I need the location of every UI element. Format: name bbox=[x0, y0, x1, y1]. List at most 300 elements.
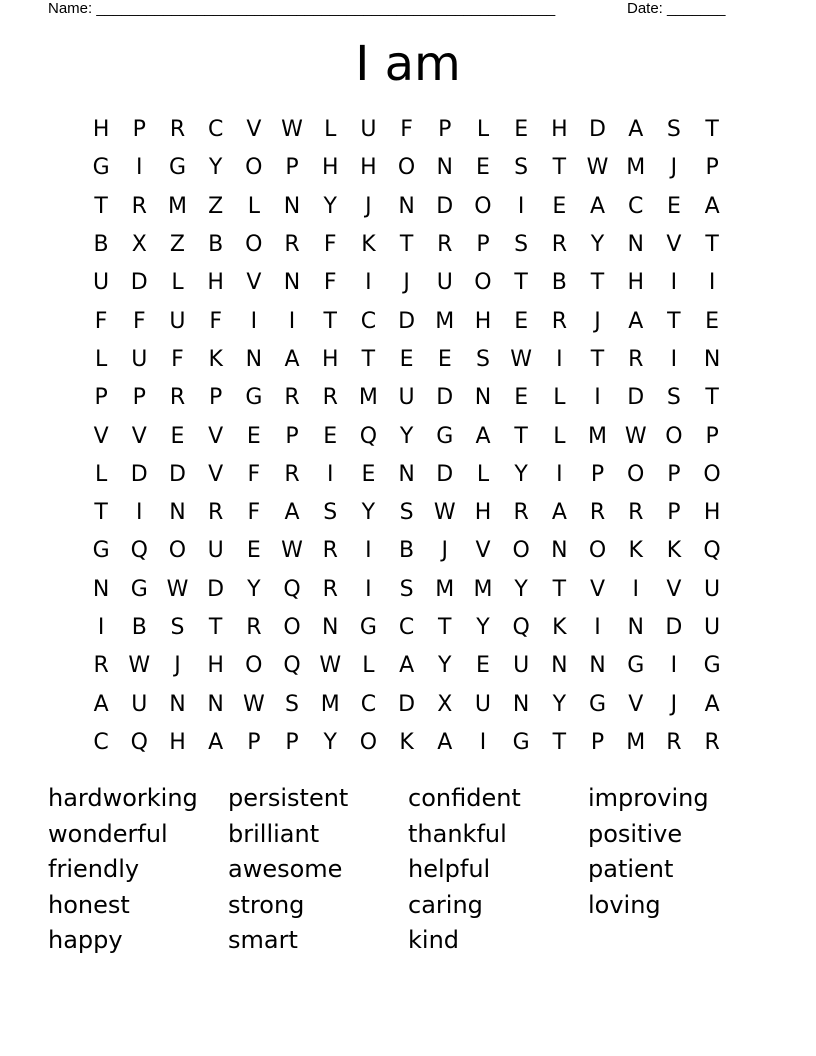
word-list-item: happy bbox=[48, 926, 123, 955]
grid-letter: D bbox=[207, 576, 225, 602]
grid-letter: D bbox=[436, 385, 454, 411]
word-column bbox=[588, 781, 768, 959]
grid-letter: N bbox=[398, 461, 415, 487]
grid-letter: D bbox=[130, 461, 148, 487]
grid-letter: F bbox=[323, 270, 337, 296]
word-column bbox=[228, 781, 408, 959]
grid-row bbox=[82, 226, 732, 264]
grid-letter: Q bbox=[359, 423, 378, 449]
grid-letter: Q bbox=[130, 729, 148, 755]
grid-letter: O bbox=[245, 155, 263, 181]
grid-letter: T bbox=[361, 346, 376, 372]
grid-letter: S bbox=[514, 232, 529, 258]
grid-letter: P bbox=[94, 385, 108, 411]
grid-letter: O bbox=[283, 615, 301, 640]
grid-letter: A bbox=[704, 193, 720, 219]
grid-letter: T bbox=[514, 270, 528, 296]
grid-letter: C bbox=[93, 729, 109, 755]
word-list-item: persistent bbox=[228, 784, 349, 812]
grid-letter: G bbox=[589, 691, 607, 717]
grid-letter: D bbox=[168, 461, 186, 487]
grid-letter: U bbox=[169, 308, 186, 334]
grid-letter: P bbox=[667, 461, 681, 487]
grid-letter: N bbox=[245, 346, 263, 372]
word-column bbox=[48, 781, 228, 959]
grid-letter: S bbox=[399, 500, 414, 526]
grid-letter: D bbox=[436, 461, 454, 487]
grid-letter: O bbox=[245, 653, 263, 679]
grid-letter: H bbox=[474, 308, 492, 334]
grid-letter: U bbox=[398, 385, 415, 411]
grid-letter: B bbox=[208, 232, 224, 258]
grid-letter: G bbox=[245, 385, 263, 411]
grid-letter: G bbox=[92, 538, 110, 564]
grid-letter: E bbox=[514, 385, 529, 411]
grid-row bbox=[82, 302, 732, 340]
grid-letter: Q bbox=[283, 576, 301, 602]
grid-letter: H bbox=[703, 500, 721, 526]
word-list-item: wonderful bbox=[48, 819, 168, 848]
grid-letter: Y bbox=[323, 729, 337, 755]
grid-letter: H bbox=[551, 117, 568, 143]
grid-letter: W bbox=[242, 691, 265, 717]
grid-letter: Q bbox=[130, 538, 148, 564]
grid-row bbox=[82, 264, 732, 302]
grid-letter: P bbox=[285, 155, 299, 181]
grid-letter: C bbox=[207, 117, 224, 143]
page-title: I am bbox=[355, 36, 461, 92]
word-list-item: brilliant bbox=[228, 819, 320, 848]
grid-letter: E bbox=[437, 346, 452, 372]
grid-letter: T bbox=[552, 155, 567, 181]
grid-letter: P bbox=[705, 423, 719, 449]
grid-letter: V bbox=[666, 576, 682, 602]
grid-letter: G bbox=[130, 576, 148, 602]
grid-letter: P bbox=[285, 729, 299, 755]
grid-letter: C bbox=[360, 691, 377, 717]
grid-letter: L bbox=[94, 461, 108, 487]
grid-letter: K bbox=[666, 538, 682, 564]
grid-letter: U bbox=[436, 270, 453, 296]
grid-letter: N bbox=[169, 691, 186, 717]
grid-letter: I bbox=[517, 193, 525, 219]
grid-letter: C bbox=[360, 308, 377, 334]
grid-letter: E bbox=[476, 155, 490, 181]
grid-letter: S bbox=[399, 576, 414, 602]
word-list-item: kind bbox=[408, 926, 460, 955]
grid-letter: T bbox=[94, 193, 108, 219]
grid-letter: T bbox=[667, 308, 681, 334]
grid-letter: A bbox=[208, 729, 224, 755]
grid-letter: V bbox=[93, 423, 109, 449]
word-list-item: strong bbox=[228, 890, 305, 919]
grid-letter: A bbox=[590, 193, 606, 219]
grid-letter: P bbox=[476, 232, 490, 258]
grid-letter: D bbox=[398, 308, 416, 334]
grid-letter: G bbox=[703, 653, 721, 679]
grid-letter: N bbox=[551, 538, 568, 564]
grid-row bbox=[82, 417, 732, 455]
grid-row bbox=[82, 647, 732, 685]
grid-letter: L bbox=[553, 385, 566, 411]
grid-letter: R bbox=[551, 232, 567, 258]
grid-letter: M bbox=[435, 576, 455, 602]
grid-letter: O bbox=[512, 538, 530, 564]
word-list bbox=[48, 781, 768, 959]
grid-letter: R bbox=[208, 500, 224, 526]
grid-letter: A bbox=[437, 729, 453, 755]
grid-letter: E bbox=[514, 117, 529, 143]
grid-letter: T bbox=[590, 346, 605, 372]
grid-letter: L bbox=[324, 117, 337, 143]
grid-row bbox=[82, 685, 732, 723]
grid-letter: O bbox=[397, 155, 416, 181]
grid-letter: W bbox=[510, 346, 533, 372]
grid-letter: L bbox=[553, 423, 566, 449]
header bbox=[48, 0, 748, 18]
word-list-item: confident bbox=[408, 784, 521, 812]
grid-letter: B bbox=[551, 270, 567, 296]
grid-letter: R bbox=[628, 500, 644, 526]
grid-row bbox=[82, 494, 732, 532]
grid-letter: I bbox=[365, 270, 372, 296]
grid-letter: F bbox=[132, 308, 146, 334]
grid-letter: S bbox=[475, 346, 490, 372]
grid-letter: T bbox=[94, 500, 108, 526]
grid-letter: H bbox=[627, 270, 644, 296]
grid-row bbox=[82, 149, 732, 187]
grid-letter: M bbox=[588, 423, 608, 449]
grid-letter: M bbox=[358, 385, 378, 411]
grid-letter: D bbox=[589, 117, 606, 143]
grid-letter: I bbox=[670, 270, 678, 296]
grid-letter: O bbox=[665, 423, 683, 449]
grid-letter: L bbox=[476, 117, 490, 143]
grid-letter: C bbox=[628, 193, 644, 219]
grid-letter: P bbox=[209, 385, 223, 411]
word-list-item: helpful bbox=[408, 855, 491, 884]
grid-letter: P bbox=[705, 155, 719, 181]
grid-letter: Y bbox=[438, 653, 452, 679]
grid-letter: I bbox=[594, 615, 601, 640]
grid-letter: R bbox=[704, 729, 720, 755]
grid-letter: Q bbox=[703, 538, 721, 564]
grid-letter: M bbox=[626, 155, 646, 181]
grid-letter: W bbox=[281, 538, 303, 564]
grid-letter: E bbox=[705, 308, 720, 334]
grid-letter: I bbox=[632, 576, 639, 602]
grid-letter: O bbox=[703, 461, 721, 487]
grid-letter: P bbox=[132, 117, 146, 143]
grid-letter: E bbox=[666, 193, 681, 219]
grid-letter: S bbox=[666, 385, 681, 411]
grid-letter: R bbox=[284, 232, 300, 258]
grid-letter: H bbox=[321, 155, 339, 181]
grid-letter: U bbox=[474, 691, 492, 717]
grid-letter: I bbox=[670, 346, 678, 372]
grid-letter: T bbox=[552, 729, 567, 755]
grid-letter: R bbox=[169, 117, 186, 143]
grid-letter: N bbox=[398, 193, 415, 219]
grid-letter: U bbox=[360, 117, 377, 143]
grid-row bbox=[82, 571, 732, 609]
grid-letter: S bbox=[323, 500, 338, 526]
grid-letter: F bbox=[209, 308, 222, 334]
grid-letter: C bbox=[398, 615, 415, 640]
grid-letter: N bbox=[512, 691, 530, 717]
grid-letter: N bbox=[92, 576, 110, 602]
grid-letter: L bbox=[362, 653, 375, 679]
grid-letter: G bbox=[436, 423, 454, 449]
grid-letter: I bbox=[556, 461, 563, 487]
grid-letter: W bbox=[281, 117, 303, 143]
grid-letter: O bbox=[474, 193, 492, 219]
grid-letter: V bbox=[628, 691, 644, 717]
grid-letter: A bbox=[399, 653, 415, 679]
grid-letter: X bbox=[131, 232, 147, 258]
grid-letter: R bbox=[322, 576, 338, 602]
grid-letter: T bbox=[705, 117, 719, 143]
grid-letter: N bbox=[474, 385, 492, 411]
grid-letter: Y bbox=[514, 576, 528, 602]
grid-letter: A bbox=[628, 117, 644, 143]
grid-letter: Y bbox=[361, 500, 376, 526]
grid-letter: Y bbox=[476, 615, 490, 640]
grid-letter: D bbox=[436, 193, 454, 219]
grid-letter: A bbox=[284, 346, 300, 372]
grid-letter: P bbox=[247, 729, 261, 755]
grid-letter: E bbox=[323, 423, 338, 449]
grid-row bbox=[82, 609, 732, 647]
grid-letter: M bbox=[167, 193, 187, 219]
grid-letter: N bbox=[436, 155, 454, 181]
grid-letter: E bbox=[361, 461, 376, 487]
grid-letter: P bbox=[285, 423, 299, 449]
grid-letter: D bbox=[665, 615, 683, 640]
grid-letter: D bbox=[398, 691, 416, 717]
grid-letter: T bbox=[590, 270, 605, 296]
grid-letter: M bbox=[473, 576, 493, 602]
grid-letter: L bbox=[94, 346, 108, 372]
grid-row bbox=[82, 188, 732, 226]
grid-letter: P bbox=[590, 461, 605, 487]
grid-letter: O bbox=[588, 538, 607, 564]
grid-letter: Z bbox=[208, 193, 224, 219]
word-list-item: smart bbox=[228, 926, 298, 955]
grid-letter: U bbox=[704, 576, 721, 602]
grid-letter: V bbox=[590, 576, 606, 602]
grid-letter: W bbox=[624, 423, 647, 449]
grid-letter: T bbox=[552, 576, 567, 602]
grid-letter: F bbox=[400, 117, 413, 143]
grid-letter: T bbox=[705, 232, 719, 258]
grid-letter: R bbox=[169, 385, 186, 411]
grid-letter: I bbox=[708, 270, 716, 296]
grid-letter: N bbox=[551, 653, 568, 679]
grid-letter: J bbox=[670, 155, 678, 181]
grid-letter: U bbox=[207, 538, 224, 564]
grid-letter: I bbox=[136, 500, 143, 526]
grid-letter: E bbox=[552, 193, 567, 219]
grid-letter: N bbox=[703, 346, 721, 372]
grid-letter: P bbox=[132, 385, 146, 411]
word-column bbox=[408, 781, 588, 959]
grid-letter: Y bbox=[208, 155, 223, 181]
grid-letter: Y bbox=[514, 461, 528, 487]
grid-letter: N bbox=[627, 615, 644, 640]
grid-letter: Q bbox=[283, 653, 301, 679]
grid-letter: K bbox=[628, 538, 643, 564]
grid-letter: J bbox=[365, 193, 372, 219]
grid-letter: A bbox=[284, 500, 300, 526]
grid-letter: V bbox=[666, 232, 682, 258]
grid-letter: A bbox=[93, 691, 109, 717]
word-list-item: hardworking bbox=[48, 784, 198, 812]
grid-letter: O bbox=[245, 232, 263, 258]
grid-letter: R bbox=[437, 232, 453, 258]
grid-letter: T bbox=[208, 615, 223, 640]
grid-letter: H bbox=[321, 346, 339, 372]
grid-letter: Y bbox=[247, 576, 261, 602]
grid-letter: H bbox=[360, 155, 377, 181]
grid-letter: Y bbox=[323, 193, 337, 219]
grid-letter: M bbox=[320, 691, 340, 717]
grid-letter: I bbox=[670, 653, 678, 679]
grid-letter: R bbox=[131, 193, 147, 219]
grid-letter: P bbox=[590, 729, 605, 755]
grid-letter: P bbox=[438, 117, 452, 143]
grid-letter: G bbox=[627, 653, 645, 679]
grid-letter: S bbox=[666, 117, 681, 143]
word-list-item: patient bbox=[588, 855, 674, 884]
grid-letter: E bbox=[399, 346, 414, 372]
word-list-item: loving bbox=[588, 890, 661, 919]
grid-letter: I bbox=[365, 576, 372, 602]
grid-letter: B bbox=[93, 232, 109, 258]
grid-letter: V bbox=[246, 117, 262, 143]
grid-letter: N bbox=[169, 500, 186, 526]
grid-letter: V bbox=[475, 538, 491, 564]
grid-letter: J bbox=[594, 308, 601, 334]
grid-letter: V bbox=[131, 423, 147, 449]
grid-letter: E bbox=[246, 538, 261, 564]
grid-letter: U bbox=[513, 653, 530, 679]
grid-letter: T bbox=[705, 385, 719, 411]
grid-letter: I bbox=[136, 155, 143, 181]
grid-letter: W bbox=[166, 576, 189, 602]
grid-letter: H bbox=[207, 653, 224, 679]
grid-letter: G bbox=[512, 729, 530, 755]
grid-row bbox=[82, 532, 732, 570]
word-list-item: honest bbox=[48, 890, 130, 919]
grid-letter: W bbox=[319, 653, 342, 679]
date-field-label: Date: _______ bbox=[627, 0, 726, 17]
grid-letter: F bbox=[94, 308, 108, 334]
grid-letter: K bbox=[361, 232, 376, 258]
grid-letter: N bbox=[283, 193, 301, 219]
grid-letter: J bbox=[403, 270, 410, 296]
grid-letter: N bbox=[283, 270, 301, 296]
grid-letter: O bbox=[474, 270, 492, 296]
grid-letter: V bbox=[246, 270, 262, 296]
grid-letter: U bbox=[131, 346, 148, 372]
grid-letter: I bbox=[365, 538, 372, 564]
word-list-item: positive bbox=[588, 819, 683, 848]
grid-letter: R bbox=[551, 308, 567, 334]
grid-letter: S bbox=[170, 615, 185, 640]
grid-letter: T bbox=[399, 232, 414, 258]
word-list-item: thankful bbox=[408, 819, 507, 848]
grid-letter: G bbox=[168, 155, 186, 181]
word-search-grid bbox=[82, 111, 732, 762]
grid-letter: M bbox=[435, 308, 455, 334]
grid-letter: L bbox=[476, 461, 490, 487]
grid-letter: A bbox=[551, 500, 567, 526]
grid-letter: O bbox=[627, 461, 645, 487]
grid-letter: I bbox=[326, 461, 334, 487]
grid-letter: W bbox=[128, 653, 151, 679]
grid-letter: U bbox=[93, 270, 110, 296]
grid-letter: N bbox=[207, 691, 224, 717]
grid-letter: T bbox=[323, 308, 337, 334]
word-list-item: awesome bbox=[228, 855, 343, 884]
grid-row bbox=[82, 341, 732, 379]
name-field-label: Name: _______________________________________________________ bbox=[48, 0, 556, 17]
word-list-item: improving bbox=[588, 784, 709, 812]
grid-letter: F bbox=[247, 461, 261, 487]
grid-letter: B bbox=[399, 538, 415, 564]
grid-letter: I bbox=[250, 308, 258, 334]
grid-letter: Z bbox=[169, 232, 185, 258]
grid-letter: S bbox=[514, 155, 529, 181]
grid-letter: A bbox=[628, 308, 644, 334]
grid-letter: H bbox=[474, 500, 492, 526]
grid-row bbox=[82, 456, 732, 494]
grid-letter: S bbox=[285, 691, 300, 717]
grid-letter: T bbox=[514, 423, 528, 449]
grid-letter: P bbox=[667, 500, 681, 526]
grid-letter: G bbox=[359, 615, 377, 640]
grid-letter: I bbox=[479, 729, 487, 755]
grid-letter: G bbox=[92, 155, 110, 181]
grid-letter: H bbox=[169, 729, 186, 755]
grid-letter: Q bbox=[512, 615, 530, 640]
grid-letter: F bbox=[323, 232, 337, 258]
grid-letter: L bbox=[171, 270, 184, 296]
grid-letter: D bbox=[627, 385, 645, 411]
grid-letter: I bbox=[556, 346, 563, 372]
grid-letter: R bbox=[322, 538, 338, 564]
grid-letter: K bbox=[208, 346, 223, 372]
grid-letter: R bbox=[284, 385, 300, 411]
grid-letter: Y bbox=[399, 423, 414, 449]
word-list-item: friendly bbox=[48, 855, 140, 884]
grid-letter: O bbox=[168, 538, 187, 564]
grid-letter: K bbox=[552, 615, 567, 640]
grid-letter: R bbox=[513, 500, 529, 526]
grid-letter: M bbox=[626, 729, 646, 755]
grid-letter: Y bbox=[590, 232, 605, 258]
grid-letter: B bbox=[131, 615, 147, 640]
grid-letter: N bbox=[321, 615, 339, 640]
grid-row bbox=[82, 111, 732, 149]
grid-letter: V bbox=[208, 423, 224, 449]
grid-letter: A bbox=[704, 691, 720, 717]
grid-letter: H bbox=[92, 117, 110, 143]
grid-letter: H bbox=[207, 270, 224, 296]
grid-letter: R bbox=[589, 500, 606, 526]
grid-letter: U bbox=[704, 615, 721, 640]
